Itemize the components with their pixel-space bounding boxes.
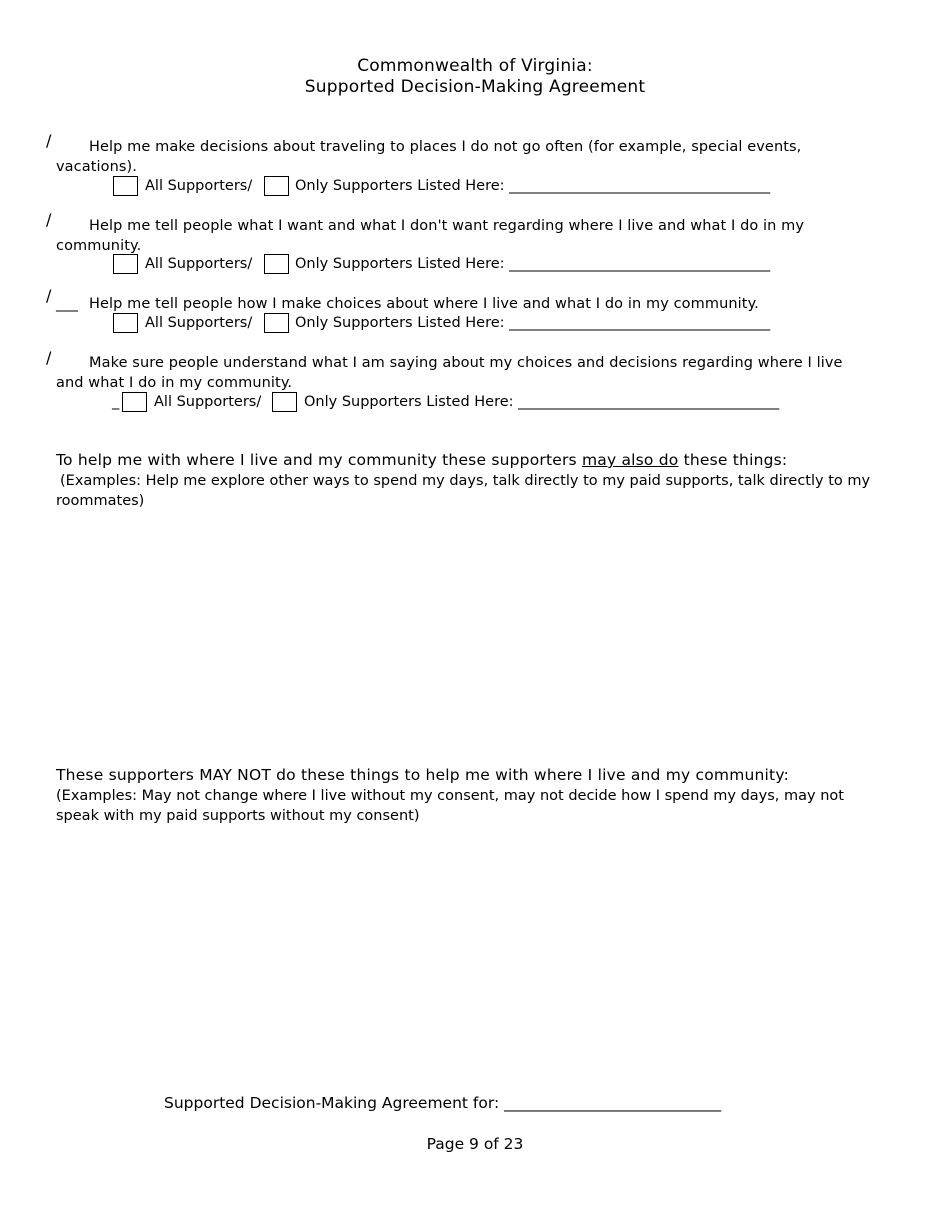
item-text-line: community. <box>56 238 142 254</box>
all-supporters-label: All Supporters/ <box>154 394 262 410</box>
may-also-heading-emphasis: may also do <box>581 451 679 469</box>
may-not-examples: (Examples: May not change where I live without my consent, may not decide how I spend my days, may not speak with my paid supports without my consent) <box>56 788 844 824</box>
item-marker: / <box>46 348 52 367</box>
page-number: Page 9 of 23 <box>426 1135 524 1153</box>
document-subtitle: Supported Decision-Making Agreement <box>304 77 646 97</box>
document-title: Commonwealth of Virginia: <box>357 56 593 76</box>
all-supporters-checkbox[interactable] <box>122 392 147 412</box>
all-supporters-checkbox[interactable] <box>113 313 138 333</box>
may-also-response-area[interactable] <box>56 520 904 750</box>
item-blank-prefix[interactable]: ___ <box>56 296 79 312</box>
only-supporters-checkbox[interactable] <box>264 313 289 333</box>
may-also-examples: (Examples: Help me explore other ways to spend my days, talk directly to my paid supports, talk directly to my roommates) <box>56 473 871 509</box>
item-text-line: Make sure people understand what I am saying about my choices and decisions regarding where I live <box>89 355 843 371</box>
item-text-line: vacations). <box>56 159 138 175</box>
may-also-heading-pre: To help me with where I live and my community these supporters <box>56 451 582 469</box>
item-marker: / <box>46 210 52 229</box>
item-text-line: and what I do in my community. <box>56 375 293 391</box>
only-supporters-field[interactable]: Only Supporters Listed Here: ____________________________________ <box>304 394 780 410</box>
item-marker: / <box>46 286 52 305</box>
only-supporters-field[interactable]: Only Supporters Listed Here: ____________________________________ <box>295 256 771 272</box>
only-supporters-field[interactable]: Only Supporters Listed Here: ____________________________________ <box>295 315 771 331</box>
item-text-line: Help me tell people how I make choices about where I live and what I do in my community. <box>89 296 759 312</box>
may-also-heading-post: these things: <box>678 451 788 469</box>
item-marker: / <box>46 131 52 150</box>
all-supporters-label: All Supporters/ <box>145 178 253 194</box>
may-not-response-area[interactable] <box>56 835 904 1075</box>
may-not-heading: These supporters MAY NOT do these things to help me with where I live and my community: <box>56 766 790 784</box>
only-supporters-field[interactable]: Only Supporters Listed Here: ____________________________________ <box>295 178 771 194</box>
all-supporters-label: All Supporters/ <box>145 256 253 272</box>
all-supporters-label: All Supporters/ <box>145 315 253 331</box>
all-supporters-checkbox[interactable] <box>113 254 138 274</box>
item-text-line: Help me tell people what I want and what I don't want regarding where I live and what I do in my <box>89 218 805 234</box>
item-text-line: Help me make decisions about traveling to places I do not go often (for example, special events, <box>89 139 802 155</box>
item-blank-prefix: _ <box>112 394 120 410</box>
all-supporters-checkbox[interactable] <box>113 176 138 196</box>
only-supporters-checkbox[interactable] <box>264 176 289 196</box>
only-supporters-checkbox[interactable] <box>272 392 297 412</box>
only-supporters-checkbox[interactable] <box>264 254 289 274</box>
may-also-heading <box>56 451 787 469</box>
agreement-for-field[interactable]: Supported Decision-Making Agreement for: ____________________________ <box>164 1094 722 1112</box>
